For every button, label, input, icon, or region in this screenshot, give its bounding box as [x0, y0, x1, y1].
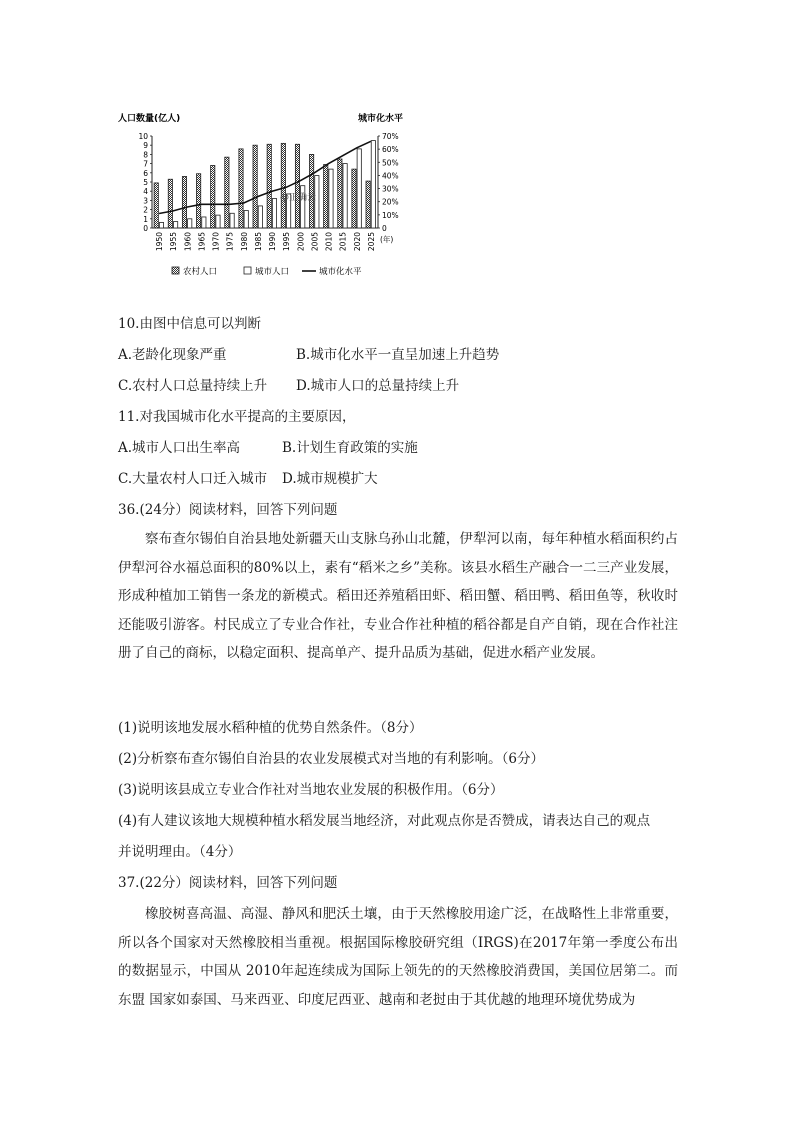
x-tick-label: 1980: [239, 232, 249, 252]
x-tick-label: 2010: [324, 232, 334, 252]
rural-population-bar: [225, 157, 229, 228]
right-tick-label: 70%: [382, 132, 399, 141]
q11-stem: 11.对我国城市化水平提高的主要原因，: [118, 409, 356, 425]
left-axis-title: 人口数量(亿人): [118, 114, 181, 124]
q10-option-a: A.老龄化现象严重: [118, 347, 227, 363]
urban-population-bar: [230, 213, 234, 228]
urban-population-bar: [202, 217, 206, 228]
rural-population-bar: [196, 174, 200, 228]
legend-rate-label: 城市化水平: [319, 267, 362, 277]
urban-population-bar: [244, 211, 248, 228]
right-tick-label: 20%: [382, 197, 399, 207]
rural-population-bar: [338, 159, 342, 228]
right-tick-label: 60%: [382, 145, 399, 155]
urban-population-bar: [272, 199, 276, 228]
right-tick-label: 10%: [382, 210, 399, 220]
rural-population-bar: [309, 154, 313, 228]
x-tick-label: 1990: [268, 232, 278, 252]
q36-stem: 36.(24分）阅读材料，回答下列问题: [118, 502, 338, 518]
x-tick-label: 1965: [197, 232, 207, 252]
left-tick-label: 3: [143, 196, 148, 206]
left-tick-label: 1: [143, 214, 148, 224]
left-tick-label: 5: [143, 178, 148, 187]
urban-population-bar: [216, 215, 220, 228]
q10-stem: 10.由图中信息可以判断: [118, 316, 261, 332]
rural-population-bar: [324, 165, 328, 228]
q37-material-text: 橡胶树喜高温、高湿、静风和肥沃土壤，由于天然橡胶用途广泛，在战略性上非常重要，所以各个国家对天然橡胶相当重视。根据国际橡胶研究组（IRGS)在2017年第一季度公布出的数据显示，中国从 2010年起连续成为国际上领先的的天然橡胶消费国，美国位居第二。而东盟 国家如泰国、马来西亚、印度尼西亚、越南和老挝由于其优越的地理环境优势成为: [118, 906, 678, 1008]
legend-rural-swatch: [172, 267, 179, 274]
right-tick-label: 0: [382, 224, 387, 233]
urban-population-bar: [357, 149, 361, 228]
q36-sub4-line2: 并说明理由。（4分）: [118, 844, 242, 860]
left-tick-label: 6: [143, 168, 148, 178]
chart-svg: [118, 108, 418, 284]
x-tick-label: 1960: [183, 232, 193, 252]
right-axis-title: 城市化水平: [358, 114, 404, 124]
x-tick-label: 2020: [352, 232, 362, 252]
q11-option-a: A.城市人口出生率高: [118, 440, 241, 456]
x-unit-label: (年): [380, 235, 394, 244]
left-tick-label: 10: [138, 132, 148, 141]
x-tick-label: 1955: [169, 232, 179, 252]
x-tick-label: 1995: [282, 232, 292, 252]
rural-population-bar: [281, 143, 285, 228]
rural-population-bar: [182, 176, 186, 228]
q36-sub3: (3)说明该县成立专业合作社对当地农业发展的积极作用。（6分）: [118, 782, 504, 798]
q36-sub4-line1: (4)有人建议该地大规模种植水稻发展当地经济，对此观点你是否赞成，请表达自己的观点: [118, 813, 651, 829]
right-tick-label: 40%: [382, 171, 399, 181]
left-tick-label: 8: [143, 150, 148, 160]
rural-population-bar: [352, 169, 356, 228]
left-tick-label: 9: [143, 141, 148, 151]
left-tick-label: 4: [143, 187, 148, 197]
q11-option-b: B.计划生育政策的实施: [282, 440, 418, 456]
urban-population-bar: [343, 164, 347, 228]
x-tick-label: 1975: [225, 232, 235, 252]
q36-material-text: 察布查尔锡伯自治县地处新疆天山支脉乌孙山北麓，伊犁河以南，每年种植水稻面积约占伊犁河谷水福总面积的80%以上，素有“稻米之乡”美称。该县水稻生产融合一二三产业发展， 形成种植加工销售一条龙的新模式。稻田还养殖稻田虾、稻田蟹、稻田鸭、稻田鱼等，秋收时 还能吸引游客。村民成立了专业合作社，专业合作社种植的稻谷都是自产自销，现在合作社注册了自己的商标，以稳定面积、提高单产、提升品质为基础，促进水稻产业发展。: [118, 531, 678, 662]
x-tick-label: 1985: [253, 232, 263, 252]
x-tick-label: 1950: [155, 232, 165, 252]
legend-urban-swatch: [244, 267, 251, 274]
left-tick-label: 7: [143, 159, 148, 169]
urban-population-bar: [173, 222, 177, 228]
urban-population-bar: [371, 141, 375, 228]
rural-population-bar: [154, 183, 158, 228]
q36-sub2: (2)分析察布查尔锡伯自治县的农业发展模式对当地的有利影响。（6分）: [118, 751, 544, 767]
rural-population-bar: [239, 149, 243, 228]
q11-option-c: C.大量农村人口迁入城市: [118, 471, 268, 487]
x-tick-label: 2025: [366, 232, 376, 252]
q10-option-b: B.城市化水平一直呈加速上升趋势: [296, 347, 500, 363]
rural-population-bar: [366, 181, 370, 228]
legend-urban-label: 城市人口: [255, 267, 290, 277]
q36-material: [118, 525, 678, 668]
x-tick-label: 2000: [296, 232, 306, 252]
rural-population-bar: [168, 179, 172, 228]
q10-option-d: D.城市人口的总量持续上升: [296, 378, 460, 394]
rural-population-bar: [295, 144, 299, 228]
rural-population-bar: [267, 144, 271, 228]
right-tick-label: 30%: [382, 184, 399, 194]
x-tick-label: 2015: [338, 232, 348, 252]
q10-option-c: C.农村人口总量持续上升: [118, 378, 268, 394]
x-tick-label: 2005: [310, 232, 320, 252]
urban-population-bar: [188, 219, 192, 228]
urban-population-bar: [159, 222, 163, 228]
rural-population-bar: [211, 165, 215, 228]
q36-sub1: (1)说明该地发展水稻种植的优势自然条件。（8分）: [118, 720, 423, 736]
q37-stem: 37.(22分）阅读材料，回答下列问题: [118, 875, 338, 891]
q37-material: [118, 900, 678, 1014]
left-tick-label: 2: [143, 205, 148, 215]
population-chart: [118, 108, 418, 284]
legend-rural-label: 农村人口: [183, 267, 218, 277]
left-tick-label: 0: [143, 224, 148, 233]
urban-population-bar: [329, 169, 333, 228]
urban-population-bar: [258, 206, 262, 228]
right-tick-label: 50%: [382, 158, 399, 168]
q11-option-d: D.城市规模扩大: [282, 471, 378, 487]
x-tick-label: 1970: [211, 232, 221, 252]
watermark-text: @正确云: [280, 193, 317, 203]
rural-population-bar: [253, 145, 257, 228]
